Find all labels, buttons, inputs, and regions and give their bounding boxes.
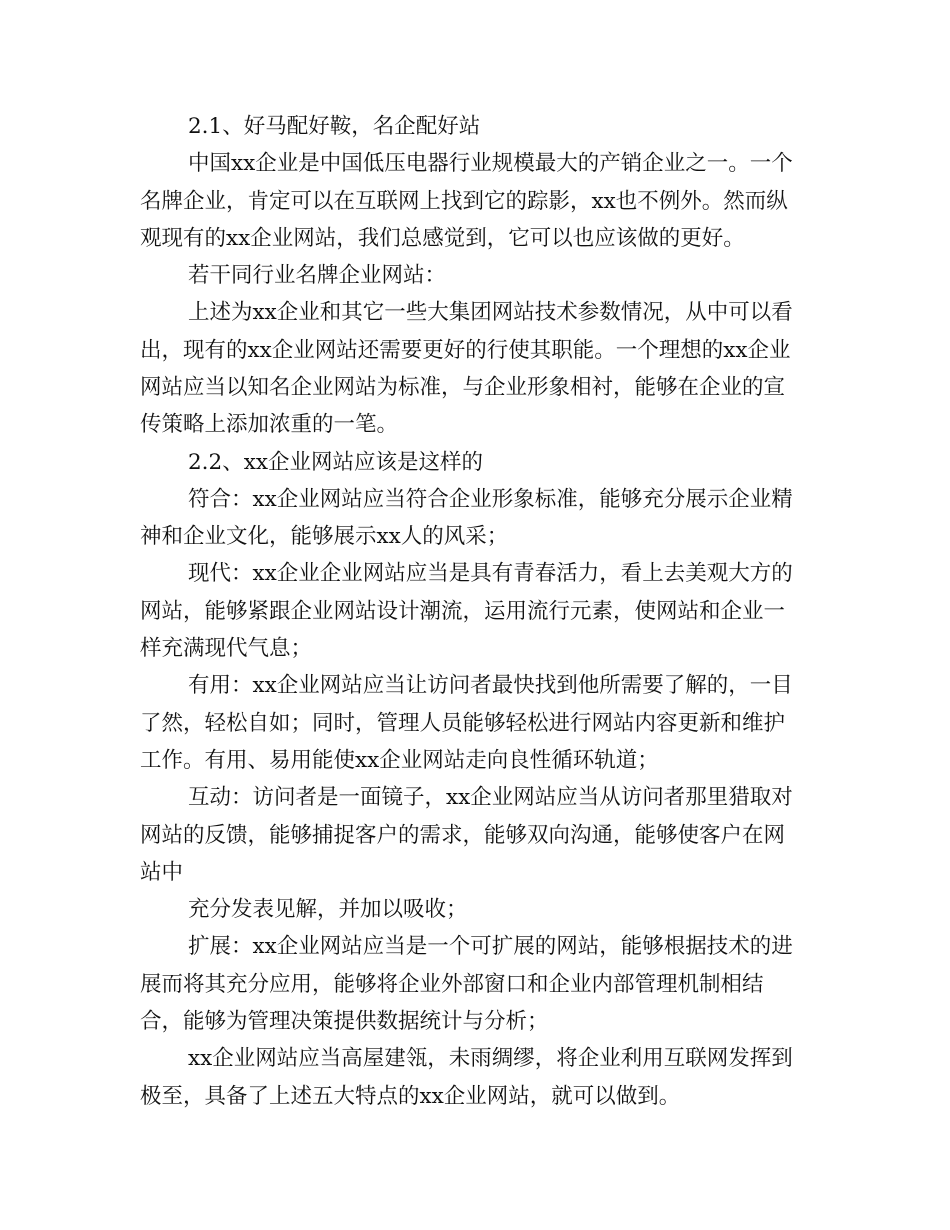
- paragraph-line: 合，能够为管理决策提供数据统计与分析；: [140, 1009, 549, 1034]
- paragraph-line: 了然，轻松自如；同时，管理人员能够轻松进行网站内容更新和维护: [140, 711, 786, 736]
- paragraph-line: 观现有的xx企业网站，我们总感觉到，它可以也应该做的更好。: [140, 226, 745, 251]
- paragraph-line: 名牌企业，肯定可以在互联网上找到它的踪影，xx也不例外。然而纵: [140, 189, 788, 214]
- paragraph-line: 出，现有的xx企业网站还需要更好的行使其职能。一个理想的xx企业: [140, 338, 791, 363]
- paragraph-line: 充分发表见解，并加以吸收；: [188, 897, 468, 922]
- paragraph-line: 站中: [140, 860, 184, 885]
- paragraph-line: 符合：xx企业网站应当符合企业形象标准，能够充分展示企业精: [188, 487, 793, 512]
- paragraph-line: 极至，具备了上述五大特点的xx企业网站，就可以做到。: [140, 1084, 681, 1109]
- paragraph-line: 神和企业文化，能够展示xx人的风采；: [140, 524, 509, 549]
- paragraph-line: 中国xx企业是中国低压电器行业规模最大的产销企业之一。一个: [188, 151, 793, 176]
- paragraph-line: 网站，能够紧跟企业网站设计潮流，运用流行元素，使网站和企业一: [140, 599, 786, 624]
- paragraph-line: 网站的反馈，能够捕捉客户的需求，能够双向沟通，能够使客户在网: [140, 823, 786, 848]
- paragraph-line: 现代：xx企业企业网站应当是具有青春活力，看上去美观大方的: [188, 561, 793, 586]
- section-heading-2-2: 2.2、xx企业网站应该是这样的: [188, 450, 483, 475]
- paragraph-line: 展而将其充分应用，能够将企业外部窗口和企业内部管理机制相结: [140, 972, 764, 997]
- paragraph-line: 网站应当以知名企业网站为标准，与企业形象相衬，能够在企业的宣: [140, 375, 786, 400]
- paragraph-line: 若干同行业名牌企业网站：: [188, 263, 447, 288]
- section-heading-2-1: 2.1、好马配好鞍，名企配好站: [188, 114, 481, 139]
- paragraph-line: 样充满现代气息；: [140, 636, 313, 661]
- paragraph-line: 扩展：xx企业网站应当是一个可扩展的网站，能够根据技术的进: [188, 934, 793, 959]
- paragraph-line: 互动：访问者是一面镜子，xx企业网站应当从访问者那里猎取对: [188, 785, 793, 810]
- paragraph-line: 工作。有用、易用能使xx企业网站走向良性循环轨道；: [140, 748, 659, 773]
- paragraph-line: 有用：xx企业网站应当让访问者最快找到他所需要了解的，一目: [188, 673, 793, 698]
- paragraph-line: xx企业网站应当高屋建瓴，未雨绸缪，将企业利用互联网发挥到: [188, 1046, 793, 1071]
- paragraph-line: 上述为xx企业和其它一些大集团网站技术参数情况，从中可以看: [188, 300, 793, 325]
- paragraph-line: 传策略上添加浓重的一笔。: [140, 412, 399, 437]
